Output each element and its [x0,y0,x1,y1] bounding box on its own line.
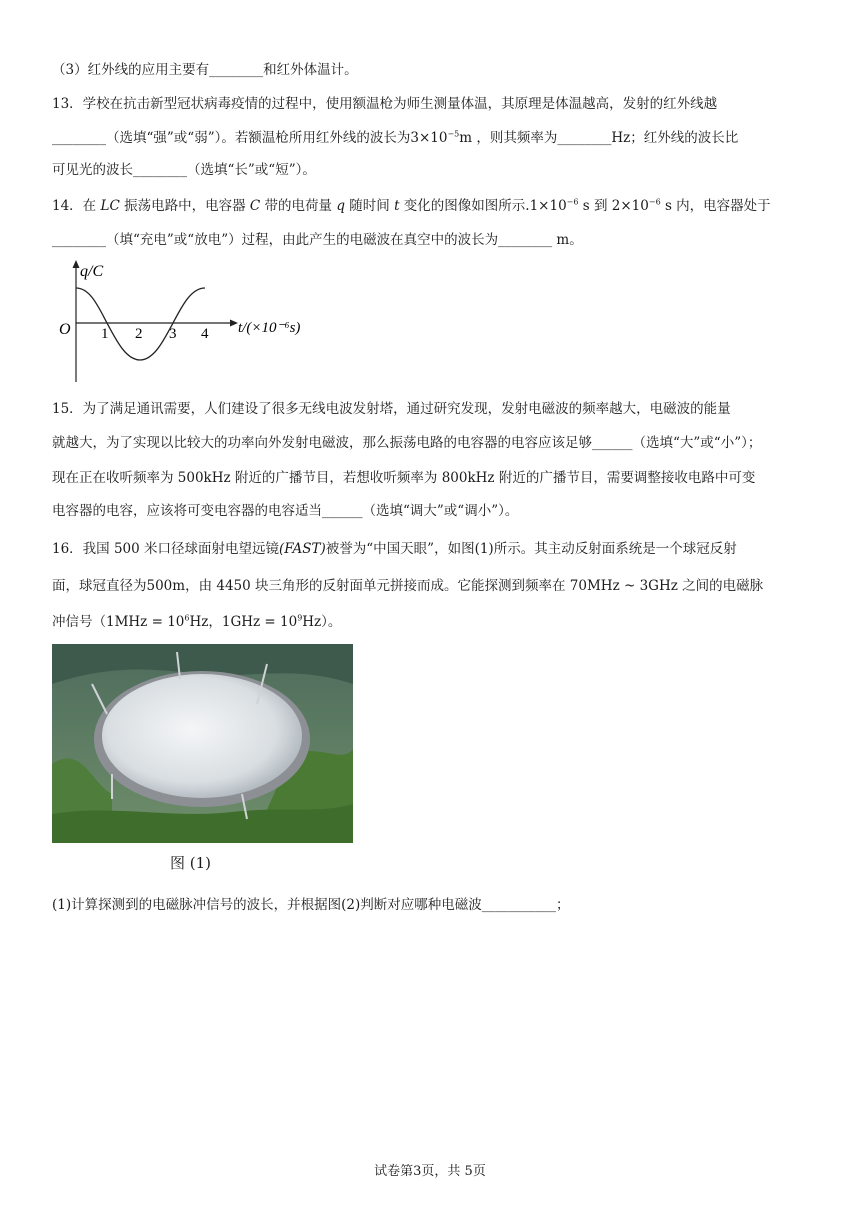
superscript: −5 [447,129,460,139]
tick-label: 3 [169,326,177,342]
tick-label: 2 [135,326,143,342]
question-15: 15．为了满足通讯需要，人们建设了很多无线电波发射塔，通过研究发现，发射电磁波的频率越大，电磁波的能量 [52,401,731,417]
text-line [52,612,341,632]
superscript: 9 [297,613,303,623]
symbol: C [249,198,261,214]
text-span: 14．在 [52,198,101,214]
question-14 [52,196,771,216]
text-span: ________（选填“强”或“弱”）。若额温枪所用红外线的波长为3×10 [52,130,448,146]
text-span: 振荡电路中，电容器 [119,198,250,214]
x-axis-arrow [230,320,238,327]
text-line: 可见光的波长________（选填“长”或“短”）。 [52,162,316,178]
text-span: 被誉为“中国天眼”，如图(1)所示。其主动反射面系统是一个球冠反射 [325,541,737,557]
text-line: （3）红外线的应用主要有________和红外体温计。 [52,62,358,78]
figure-caption: 图 (1) [170,854,212,872]
superscript: 6 [184,613,190,623]
text-span: 冲信号（1MHz = 10 [52,614,185,630]
superscript: −6 [566,197,579,207]
text-span: Hz，1GHz = 10 [189,614,298,630]
y-axis-arrow [73,260,80,268]
tick-label: 4 [201,326,209,342]
charge-curve [76,288,205,360]
y-axis-label: q/C [80,263,104,280]
text-span: 16．我国 500 米口径球面射电望远镜 [52,541,280,557]
text-span: 带的电荷量 [260,198,337,214]
text-span: s 到 2×10 [578,198,649,214]
question-16 [52,539,737,559]
symbol: q [336,198,345,214]
tick-label: 1 [101,326,109,342]
fast-telescope-photo [52,644,353,843]
text-line: ________（填“充电”或“放电”）过程，由此产生的电磁波在真空中的波长为________ m。 [52,232,583,248]
text-span: Hz）。 [302,614,342,630]
charge-time-graph [56,256,326,386]
superscript: −6 [648,197,661,207]
question-13: 13．学校在抗击新型冠状病毒疫情的过程中，使用额温枪为师生测量体温，其原理是体温越高，发射的红外线越 [52,96,718,112]
text-line: 现在正在收听频率为 500kHz 附近的广播节目，若想收听频率为 800kHz 附近的广播节目，需要调整接收电路中可变 [52,470,756,486]
symbol: (FAST) [279,541,326,557]
text-line: 面，球冠直径为500m，由 4450 块三角形的反射面单元拼接而成。它能探测到频率在 70MHz ~ 3GHz 之间的电磁脉 [52,578,764,594]
page-footer: 试卷第3页，共 5页 [374,1164,486,1179]
text-span: s 内，电容器处于 [660,198,771,214]
symbol: t [394,198,400,214]
text-span: 随时间 [344,198,395,214]
x-axis-label: t/(×10⁻⁶s) [238,320,301,336]
text-line: 电容器的电容，应该将可变电容器的电容适当______（选填“调大”或“调小”）。 [52,503,519,519]
text-span: 变化的图像如图所示.1×10 [399,198,567,214]
text-line: 就越大，为了实现以比较大的功率向外发射电磁波，那么振荡电路的电容器的电容应该足够______（选填“大”或“小”）； [52,435,762,451]
origin-label: O [59,321,71,338]
text-span: m ，则其频率为________Hz；红外线的波长比 [459,130,739,146]
sub-question-1: (1)计算探测到的电磁脉冲信号的波长，并根据图(2)判断对应哪种电磁波___________； [52,897,570,913]
text-line [52,128,738,148]
symbol: LC [100,198,120,214]
